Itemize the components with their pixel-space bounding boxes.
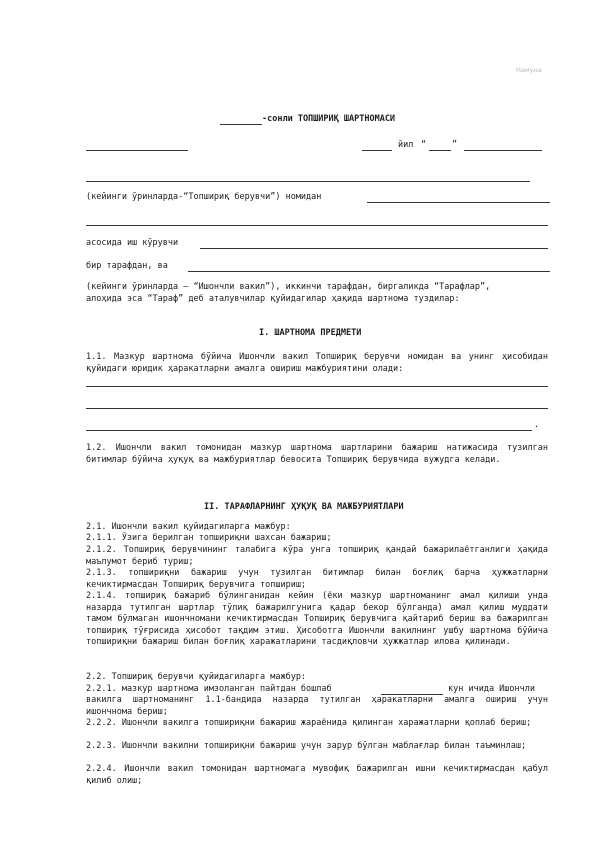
- basis-blank: [86, 225, 548, 226]
- year-blank: [362, 150, 392, 151]
- watermark: Намуна: [516, 66, 542, 74]
- month-blank: [464, 150, 542, 151]
- clause-1-1-end: .: [534, 420, 540, 430]
- clause-1-1-blank-3: [86, 430, 532, 431]
- agent-name-blank: [188, 271, 550, 272]
- intro-party-label: бир тарафдан, ва: [86, 261, 168, 271]
- day-blank: [429, 150, 451, 151]
- document-title: -сонли ТОПШИРИҚ ШАРТНОМАСИ: [262, 114, 396, 124]
- clause-2-1-2: 2.1.2. Топшириқ берувчининг талабига кўра унга топшириқ қандай бажарилаётганлиги ҳақида маълумот бериб туриш;: [86, 545, 548, 567]
- clause-2-1: 2.1. Ишончли вакил қуйидагиларга мажбур:: [86, 522, 291, 532]
- intro-acting-label: асосида иш кўрувчи: [86, 238, 179, 248]
- clause-2-2-2: 2.2.2. Ишончли вакилга топшириқни бажариш жараёнида қилинган харажатларни қоплаб бериш;: [86, 718, 532, 728]
- section-2-title: II. ТАРАФЛАРНИНГ ҲУҚУҚ ВА МАЖБУРИЯТЛАРИ: [204, 502, 404, 512]
- clause-2-2-1-rest: вакилга шартноманинг 1.1-бандида назарда тутилган ҳаракатларни амалга ошириш учун ишончнома бериш;: [86, 695, 548, 717]
- intro-agent-definition: (кейинги ўринларда – “Ишончли вакил”), иккинчи тарафдан, биргаликда “Тарафлар”,: [86, 282, 491, 292]
- section-1-title: I. ШАРТНОМА ПРЕДМЕТИ: [259, 328, 362, 338]
- clause-2-2-4: 2.2.4. Ишончли вакил томонидан шартномага мувофиқ бажарилган ишни кечиктирмасдан қабул қилиб олиш;: [86, 764, 548, 786]
- intro-principal-label: (кейинги ўринларда-“Топшириқ берувчи”) номидан: [86, 192, 322, 202]
- clause-2-1-1: 2.1.1. Ўзига берилган топшириқни шахсан бажариш;: [86, 533, 332, 543]
- clause-2-2-1-mid: кун ичида Ишончли: [448, 684, 535, 694]
- city-blank: [86, 150, 188, 151]
- principal-name-blank: [86, 181, 530, 182]
- principal-rep-blank: [367, 202, 550, 203]
- clause-1-1: 1.1. Мазкур шартнома бўйича Ишончли вакил Топшириқ берувчи номидан ва унинг ҳисобидан қуйидаги юридик ҳаракатларни амалга ошириш мажбуриятини олади:: [86, 352, 548, 374]
- clause-1-1-blank-1: [86, 386, 548, 387]
- clause-1-2: 1.2. Ишончли вакил томонидан мазкур шартнома шартларини бажариш натижасида тузилган битимлар бўйича ҳуқуқ ва мажбуриятлар бевосита Топшириқ берувчида вужудга келади.: [86, 443, 548, 465]
- contract-number-blank: [220, 124, 262, 125]
- quote-open: “: [421, 140, 427, 150]
- intro-parties-definition: алоҳида эса “Тараф” деб аталувчилар қуйидагилар ҳақида шартнома туздилар:: [86, 294, 460, 304]
- clause-1-1-blank-2: [86, 408, 548, 409]
- acting-basis-blank: [200, 248, 548, 249]
- quote-close: ”: [452, 140, 458, 150]
- year-label: йил: [398, 140, 414, 150]
- clause-2-1-4: 2.1.4. топшириқ бажариб бўлинганидан кейин (ёки мазкур шартноманинг амал қилиши унда назарда тутилган шартлар тўлиқ бажарилгунига қадар бекор бўлганда) амал қилиш муддати тамом бўлмаган ишончномани кечиктирмасдан Топшириқ берувчига қайтариб бериш ва бажарилган топшириқ тўғрисида ҳисобот тақдим этиш. Ҳисоботга Ишончли вакилнинг ушбу шартнома бўйича топшириқни бажариш билан боғлиқ харажатларини тасдиқловчи ҳужжатлар илова қилинади.: [86, 591, 548, 648]
- clause-2-2: 2.2. Топшириқ берувчи қуйидагиларга мажбур:: [86, 672, 307, 682]
- clause-2-2-1-start: 2.2.1. мазкур шартнома имзоланган пайтдан бошлаб: [86, 684, 332, 694]
- clause-2-1-3: 2.1.3. топшириқни бажариш учун тузилган битимлар билан боғлиқ барча ҳужжатларни кечиктирмасдан Топшириқ берувчига топшириш;: [86, 568, 548, 590]
- clause-2-2-3: 2.2.3. Ишончли вакилни топшириқни бажариш учун зарур бўлган маблағлар билан таъминлаш;: [86, 741, 527, 751]
